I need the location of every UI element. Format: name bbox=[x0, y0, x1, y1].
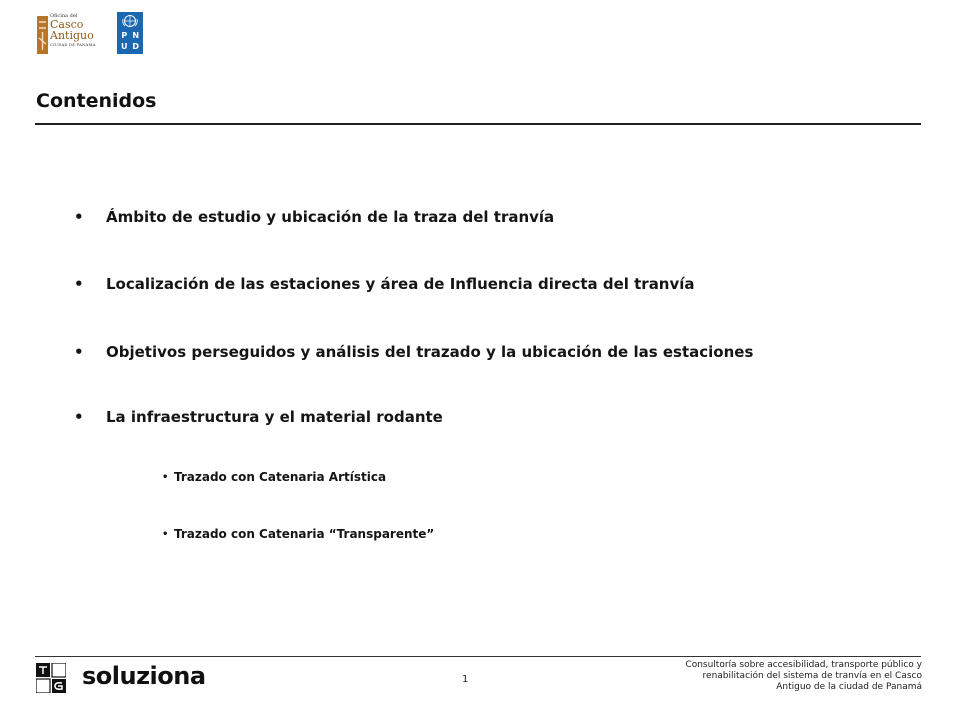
casco-line4: CIUDAD DE PANAMÁ bbox=[50, 42, 96, 47]
bullet-icon: • bbox=[74, 208, 84, 226]
casco-antiguo-emblem-icon bbox=[36, 14, 50, 56]
list-item-text: Objetivos perseguidos y análisis del trazado y la ubicación de las estaciones bbox=[106, 343, 754, 361]
pnud-letter: U bbox=[121, 42, 128, 52]
bullet-icon: • bbox=[74, 275, 84, 293]
soluziona-logo bbox=[36, 662, 206, 696]
footer-note-line: Antiguo de la ciudad de Panamá bbox=[776, 682, 922, 692]
list-item bbox=[74, 208, 554, 226]
pnud-letter: D bbox=[132, 42, 140, 52]
list-item bbox=[74, 408, 443, 426]
page-number: 1 bbox=[462, 674, 469, 685]
list-item bbox=[74, 275, 695, 293]
bullet-icon: • bbox=[162, 528, 169, 540]
title-divider bbox=[35, 123, 921, 125]
list-item bbox=[74, 343, 753, 361]
list-item-text: Ámbito de estudio y ubicación de la traza del tranvía bbox=[106, 208, 555, 226]
pnud-logo bbox=[117, 12, 143, 54]
brand-wordmark: soluziona bbox=[82, 662, 206, 690]
sub-list-item bbox=[162, 470, 386, 484]
un-emblem-icon bbox=[121, 14, 139, 28]
pnud-letters bbox=[119, 30, 141, 52]
casco-line3: Antiguo bbox=[50, 29, 94, 42]
sub-list-item-text: Trazado con Catenaria “Transparente” bbox=[174, 527, 435, 541]
page-title: Contenidos bbox=[36, 90, 157, 112]
footer-note-line: Consultoría sobre accesibilidad, transporte público y bbox=[685, 660, 922, 670]
casco-line1: Oficina del bbox=[50, 13, 78, 19]
pnud-letter: N bbox=[132, 30, 140, 40]
bullet-icon: • bbox=[74, 408, 84, 426]
footer-divider bbox=[35, 656, 921, 657]
list-item-text: La infraestructura y el material rodante bbox=[106, 408, 443, 426]
bullet-icon: • bbox=[74, 343, 84, 361]
sub-list-item-text: Trazado con Catenaria Artística bbox=[174, 470, 387, 484]
fenosa-emblem-icon bbox=[36, 663, 66, 693]
footer-note-line: renabilitación del sistema de tranvía en el Casco bbox=[702, 671, 922, 681]
pnud-letter: P bbox=[121, 30, 128, 40]
sub-list-item bbox=[162, 527, 434, 541]
list-item-text: Localización de las estaciones y área de Influencia directa del tranvía bbox=[106, 275, 695, 293]
bullet-icon: • bbox=[162, 471, 169, 483]
casco-antiguo-logo bbox=[36, 12, 100, 58]
casco-antiguo-text bbox=[50, 12, 96, 47]
footer-note bbox=[622, 660, 922, 693]
casco-line2: Casco bbox=[50, 18, 84, 31]
